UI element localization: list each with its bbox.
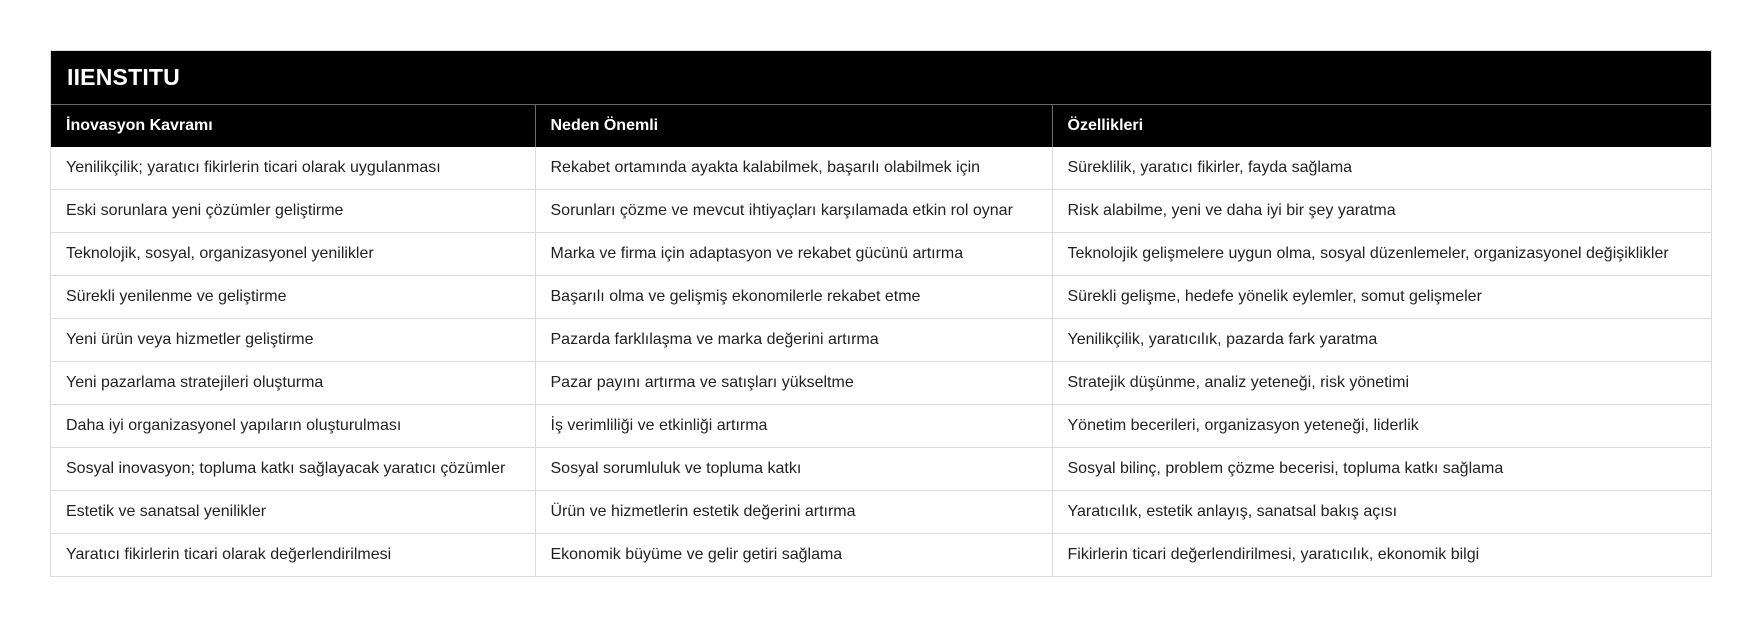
table-row <box>51 534 1711 577</box>
table-row <box>51 491 1711 534</box>
column-header-concept: İnovasyon Kavramı <box>51 105 535 147</box>
table-row <box>51 190 1711 233</box>
table-cell: Yenilikçilik; yaratıcı fikirlerin ticari olarak uygulanması <box>51 147 535 190</box>
table-cell: Sosyal sorumluluk ve topluma katkı <box>535 448 1052 491</box>
header-row <box>51 105 1711 147</box>
table-row <box>51 233 1711 276</box>
table-cell: Başarılı olma ve gelişmiş ekonomilerle rekabet etme <box>535 276 1052 319</box>
table-cell: Sürekli gelişme, hedefe yönelik eylemler, somut gelişmeler <box>1052 276 1711 319</box>
table-cell: Teknolojik, sosyal, organizasyonel yenilikler <box>51 233 535 276</box>
data-table <box>51 105 1711 576</box>
table-cell: Yaratıcılık, estetik anlayış, sanatsal bakış açısı <box>1052 491 1711 534</box>
table-cell: Yenilikçilik, yaratıcılık, pazarda fark yaratma <box>1052 319 1711 362</box>
table-cell: Marka ve firma için adaptasyon ve rekabet gücünü artırma <box>535 233 1052 276</box>
table-cell: Daha iyi organizasyonel yapıların oluşturulması <box>51 405 535 448</box>
table-cell: Pazar payını artırma ve satışları yükseltme <box>535 362 1052 405</box>
column-header-features: Özellikleri <box>1052 105 1711 147</box>
table-cell: İş verimliliği ve etkinliği artırma <box>535 405 1052 448</box>
table-cell: Yaratıcı fikirlerin ticari olarak değerlendirilmesi <box>51 534 535 577</box>
table-cell: Yeni pazarlama stratejileri oluşturma <box>51 362 535 405</box>
table-cell: Ekonomik büyüme ve gelir getiri sağlama <box>535 534 1052 577</box>
table-cell: Pazarda farklılaşma ve marka değerini artırma <box>535 319 1052 362</box>
table-cell: Yönetim becerileri, organizasyon yeteneği, liderlik <box>1052 405 1711 448</box>
table-cell: Ürün ve hizmetlerin estetik değerini artırma <box>535 491 1052 534</box>
table-cell: Sosyal bilinç, problem çözme becerisi, topluma katkı sağlama <box>1052 448 1711 491</box>
table-cell: Sorunları çözme ve mevcut ihtiyaçları karşılamada etkin rol oynar <box>535 190 1052 233</box>
table-cell: Fikirlerin ticari değerlendirilmesi, yaratıcılık, ekonomik bilgi <box>1052 534 1711 577</box>
table-cell: Teknolojik gelişmelere uygun olma, sosyal düzenlemeler, organizasyonel değişiklikler <box>1052 233 1711 276</box>
table-row <box>51 448 1711 491</box>
table-cell: Rekabet ortamında ayakta kalabilmek, başarılı olabilmek için <box>535 147 1052 190</box>
table-row <box>51 276 1711 319</box>
table-row <box>51 405 1711 448</box>
table-cell: Estetik ve sanatsal yenilikler <box>51 491 535 534</box>
table-cell: Yeni ürün veya hizmetler geliştirme <box>51 319 535 362</box>
table-cell: Risk alabilme, yeni ve daha iyi bir şey yaratma <box>1052 190 1711 233</box>
table-body <box>51 147 1711 576</box>
column-header-importance: Neden Önemli <box>535 105 1052 147</box>
table-cell: Eski sorunlara yeni çözümler geliştirme <box>51 190 535 233</box>
table-title: IIENSTITU <box>51 51 1711 105</box>
table-row <box>51 147 1711 190</box>
table-cell: Sosyal inovasyon; topluma katkı sağlayacak yaratıcı çözümler <box>51 448 535 491</box>
table-cell: Süreklilik, yaratıcı fikirler, fayda sağlama <box>1067 159 1353 176</box>
table-cell: Stratejik düşünme, analiz yeteneği, risk yönetimi <box>1052 362 1711 405</box>
table-header <box>51 105 1711 147</box>
table-row <box>51 319 1711 362</box>
table-row <box>51 362 1711 405</box>
innovation-table <box>50 50 1712 577</box>
table-cell: Sürekli yenilenme ve geliştirme <box>51 276 535 319</box>
